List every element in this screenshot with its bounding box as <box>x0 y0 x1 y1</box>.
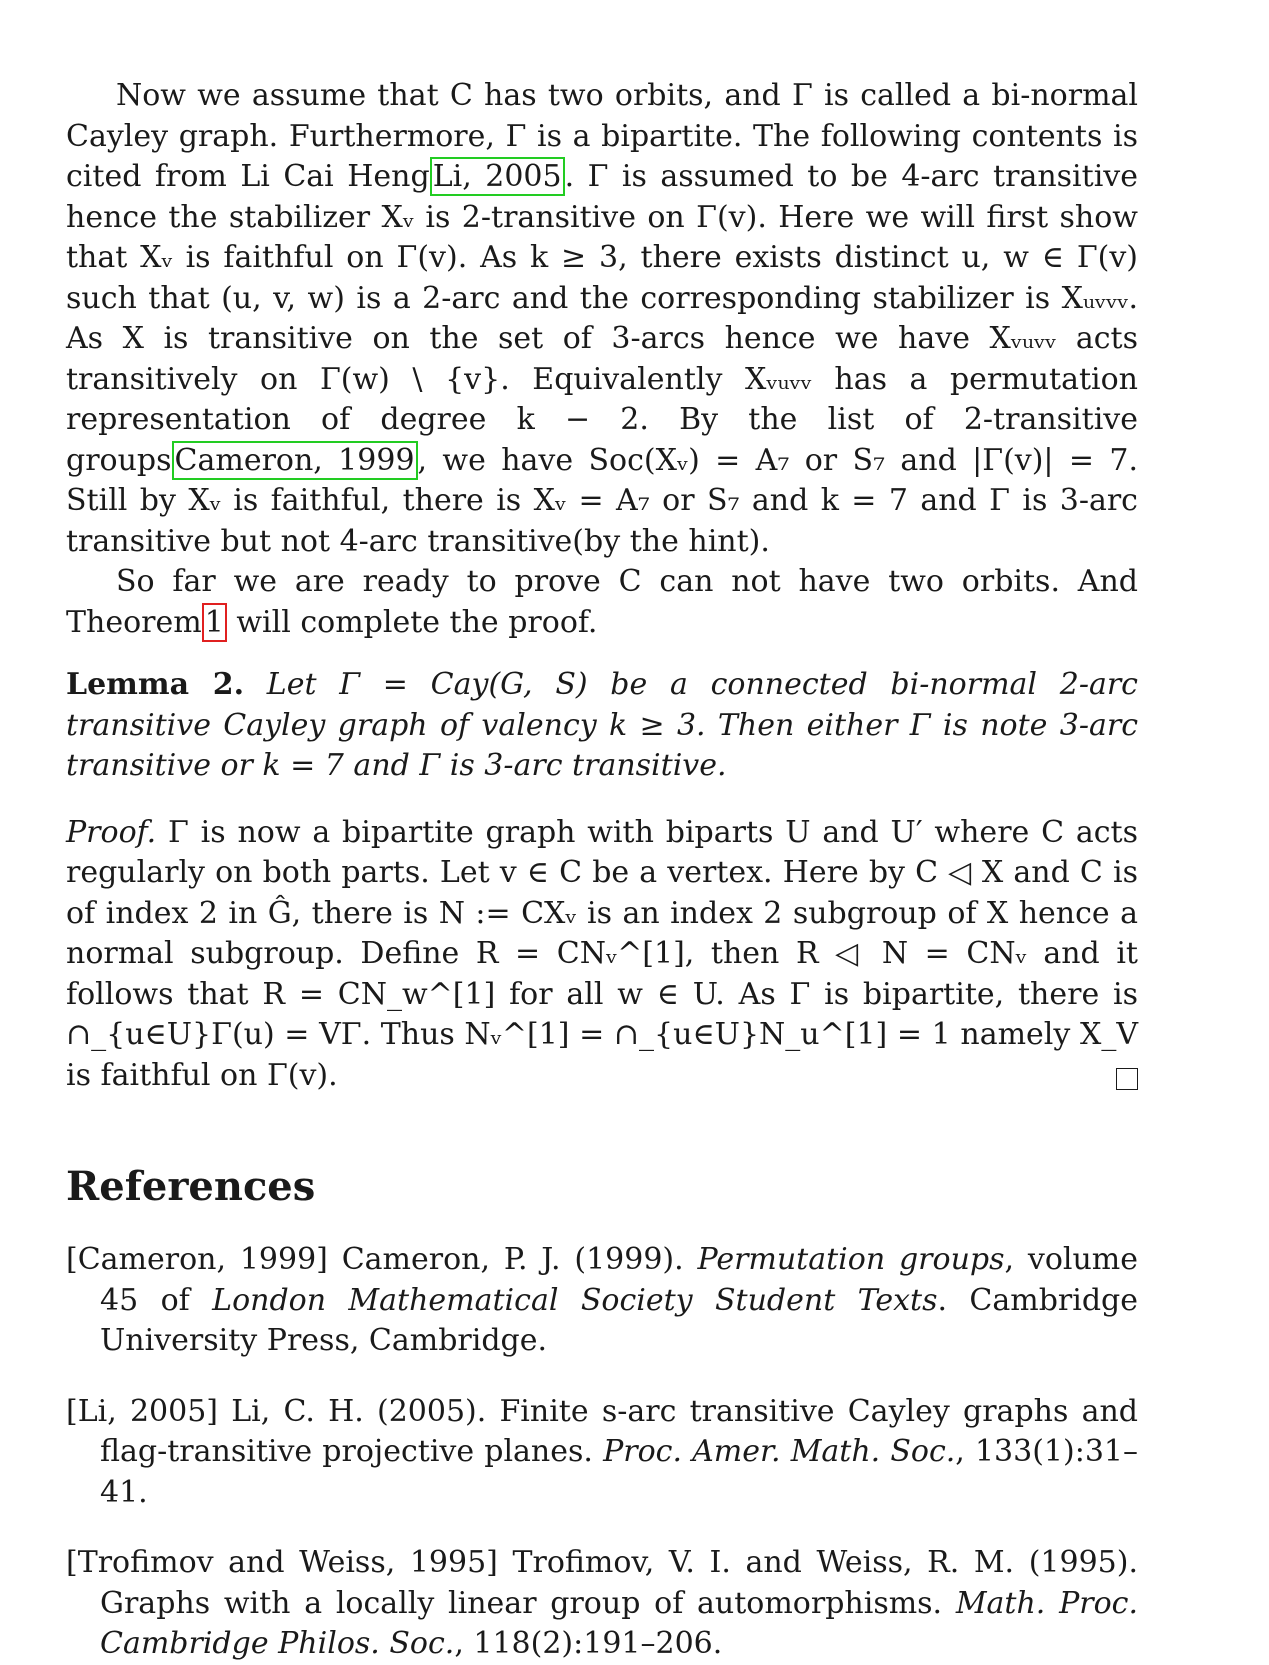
reference-text: Trofimov, V. I. and Weiss, R. M. (1995). Graphs with a locally linear group of automorphisms. <box>100 1545 1138 1621</box>
lemma-heading: Lemma 2. <box>66 667 245 702</box>
paragraph-2-text-b: will complete the proof. <box>226 604 598 640</box>
reference-key: [Cameron, 1999] <box>66 1242 328 1277</box>
reference-title: Permutation groups <box>697 1242 1005 1277</box>
paragraph-2-text-a: So far we are ready to prove C can not have two orbits. And Theorem <box>66 564 1138 640</box>
reference-journal: Proc. Amer. Math. Soc. <box>603 1434 956 1469</box>
lemma-2 <box>66 665 1138 787</box>
reference-key: [Trofimov and Weiss, 1995] <box>66 1545 498 1580</box>
reference-text: , 133(1):31–41. <box>100 1434 1138 1510</box>
theorem-1-link[interactable]: 1 <box>202 603 227 642</box>
citation-cameron-1999-link[interactable]: Cameron, 1999 <box>172 441 418 480</box>
proof-heading: Proof. <box>66 814 157 850</box>
paragraph-1-text-c: , we have Soc(Xᵥ) = A₇ or S₇ and |Γ(v)| = 7. Still by Xᵥ is faithful, there is Xᵥ = A₇ or S₇ and k = 7 and Γ is 3-arc transitive but not 4-arc transitive(by the hint). <box>66 442 1138 559</box>
reference-text: Cameron, P. J. (1999). <box>341 1242 698 1277</box>
paragraph-1 <box>66 76 1138 562</box>
reference-key: [Li, 2005] <box>66 1393 219 1429</box>
reference-text: . Cambridge University Press, Cambridge. <box>100 1282 1138 1358</box>
reference-cameron-1999 <box>66 1240 1138 1362</box>
qed-box-icon <box>1116 1068 1138 1090</box>
lemma-statement: Let Γ = Cay(G, S) be a connected bi-normal 2-arc transitive Cayley graph of valency k ≥ 3. Then either Γ is note 3-arc transitive or k = 7 and Γ is 3-arc transitive. <box>66 667 1138 783</box>
reference-text: Li, C. H. (2005). Finite s-arc transitive Cayley graphs and flag-transitive projective planes. <box>100 1393 1138 1469</box>
citation-li-2005-link[interactable]: Li, 2005 <box>430 157 565 196</box>
proof <box>66 813 1138 1097</box>
references-heading: References <box>66 1163 316 1210</box>
paragraph-1-text-b: . Γ is assumed to be 4-arc transitive hence the stabilizer Xᵥ is 2-transitive on Γ(v). Here we will first show that Xᵥ is faithful on Γ(v). As k ≥ 3, there exists distinct u, w ∈ Γ(v) such that (u, v, w) is a 2-arc and the corresponding stabilizer is Xᵤᵥᵥᵥ. As X is transitive on the set of 3-arcs hence we have Xᵥᵤᵥᵥ acts transitively on Γ(w) \ {v}. Equivalently Xᵥᵤᵥᵥ has a permutation representation of degree k − 2. By the list of 2-transitive groups <box>66 159 1139 478</box>
reference-journal: Math. Proc. Cambridge Philos. Soc. <box>100 1585 1138 1661</box>
paragraph-1-text-a: Now we assume that C has two orbits, and Γ is called a bi-normal Cayley graph. Furthermore, Γ is a bipartite. The following contents is cited from Li Cai Heng <box>66 78 1138 194</box>
reference-trofimov-weiss-1995 <box>66 1543 1138 1665</box>
reference-text: , volume 45 of <box>100 1242 1138 1318</box>
page-content <box>66 76 1138 1665</box>
reference-text: , 118(2):191–206. <box>454 1626 723 1661</box>
reference-series: London Mathematical Society Student Texts <box>212 1282 938 1318</box>
paragraph-2 <box>66 562 1138 643</box>
reference-li-2005 <box>66 1392 1138 1514</box>
proof-body: Γ is now a bipartite graph with biparts U and U′ where C acts regularly on both parts. Let v ∈ C be a vertex. Here by C ◁ X and C is of index 2 in Ĝ, there is N := CXᵥ is an index 2 subgroup of X hence a normal subgroup. Define R = CNᵥ^[1], then R ◁ N = CNᵥ and it follows that R = CN_w^[1] for all w ∈ U. As Γ is bipartite, there is ∩_{u∈U}Γ(u) = VΓ. Thus Nᵥ^[1] = ∩_{u∈U}N_u^[1] = 1 namely X_V is faithful on Γ(v). <box>66 814 1138 1093</box>
